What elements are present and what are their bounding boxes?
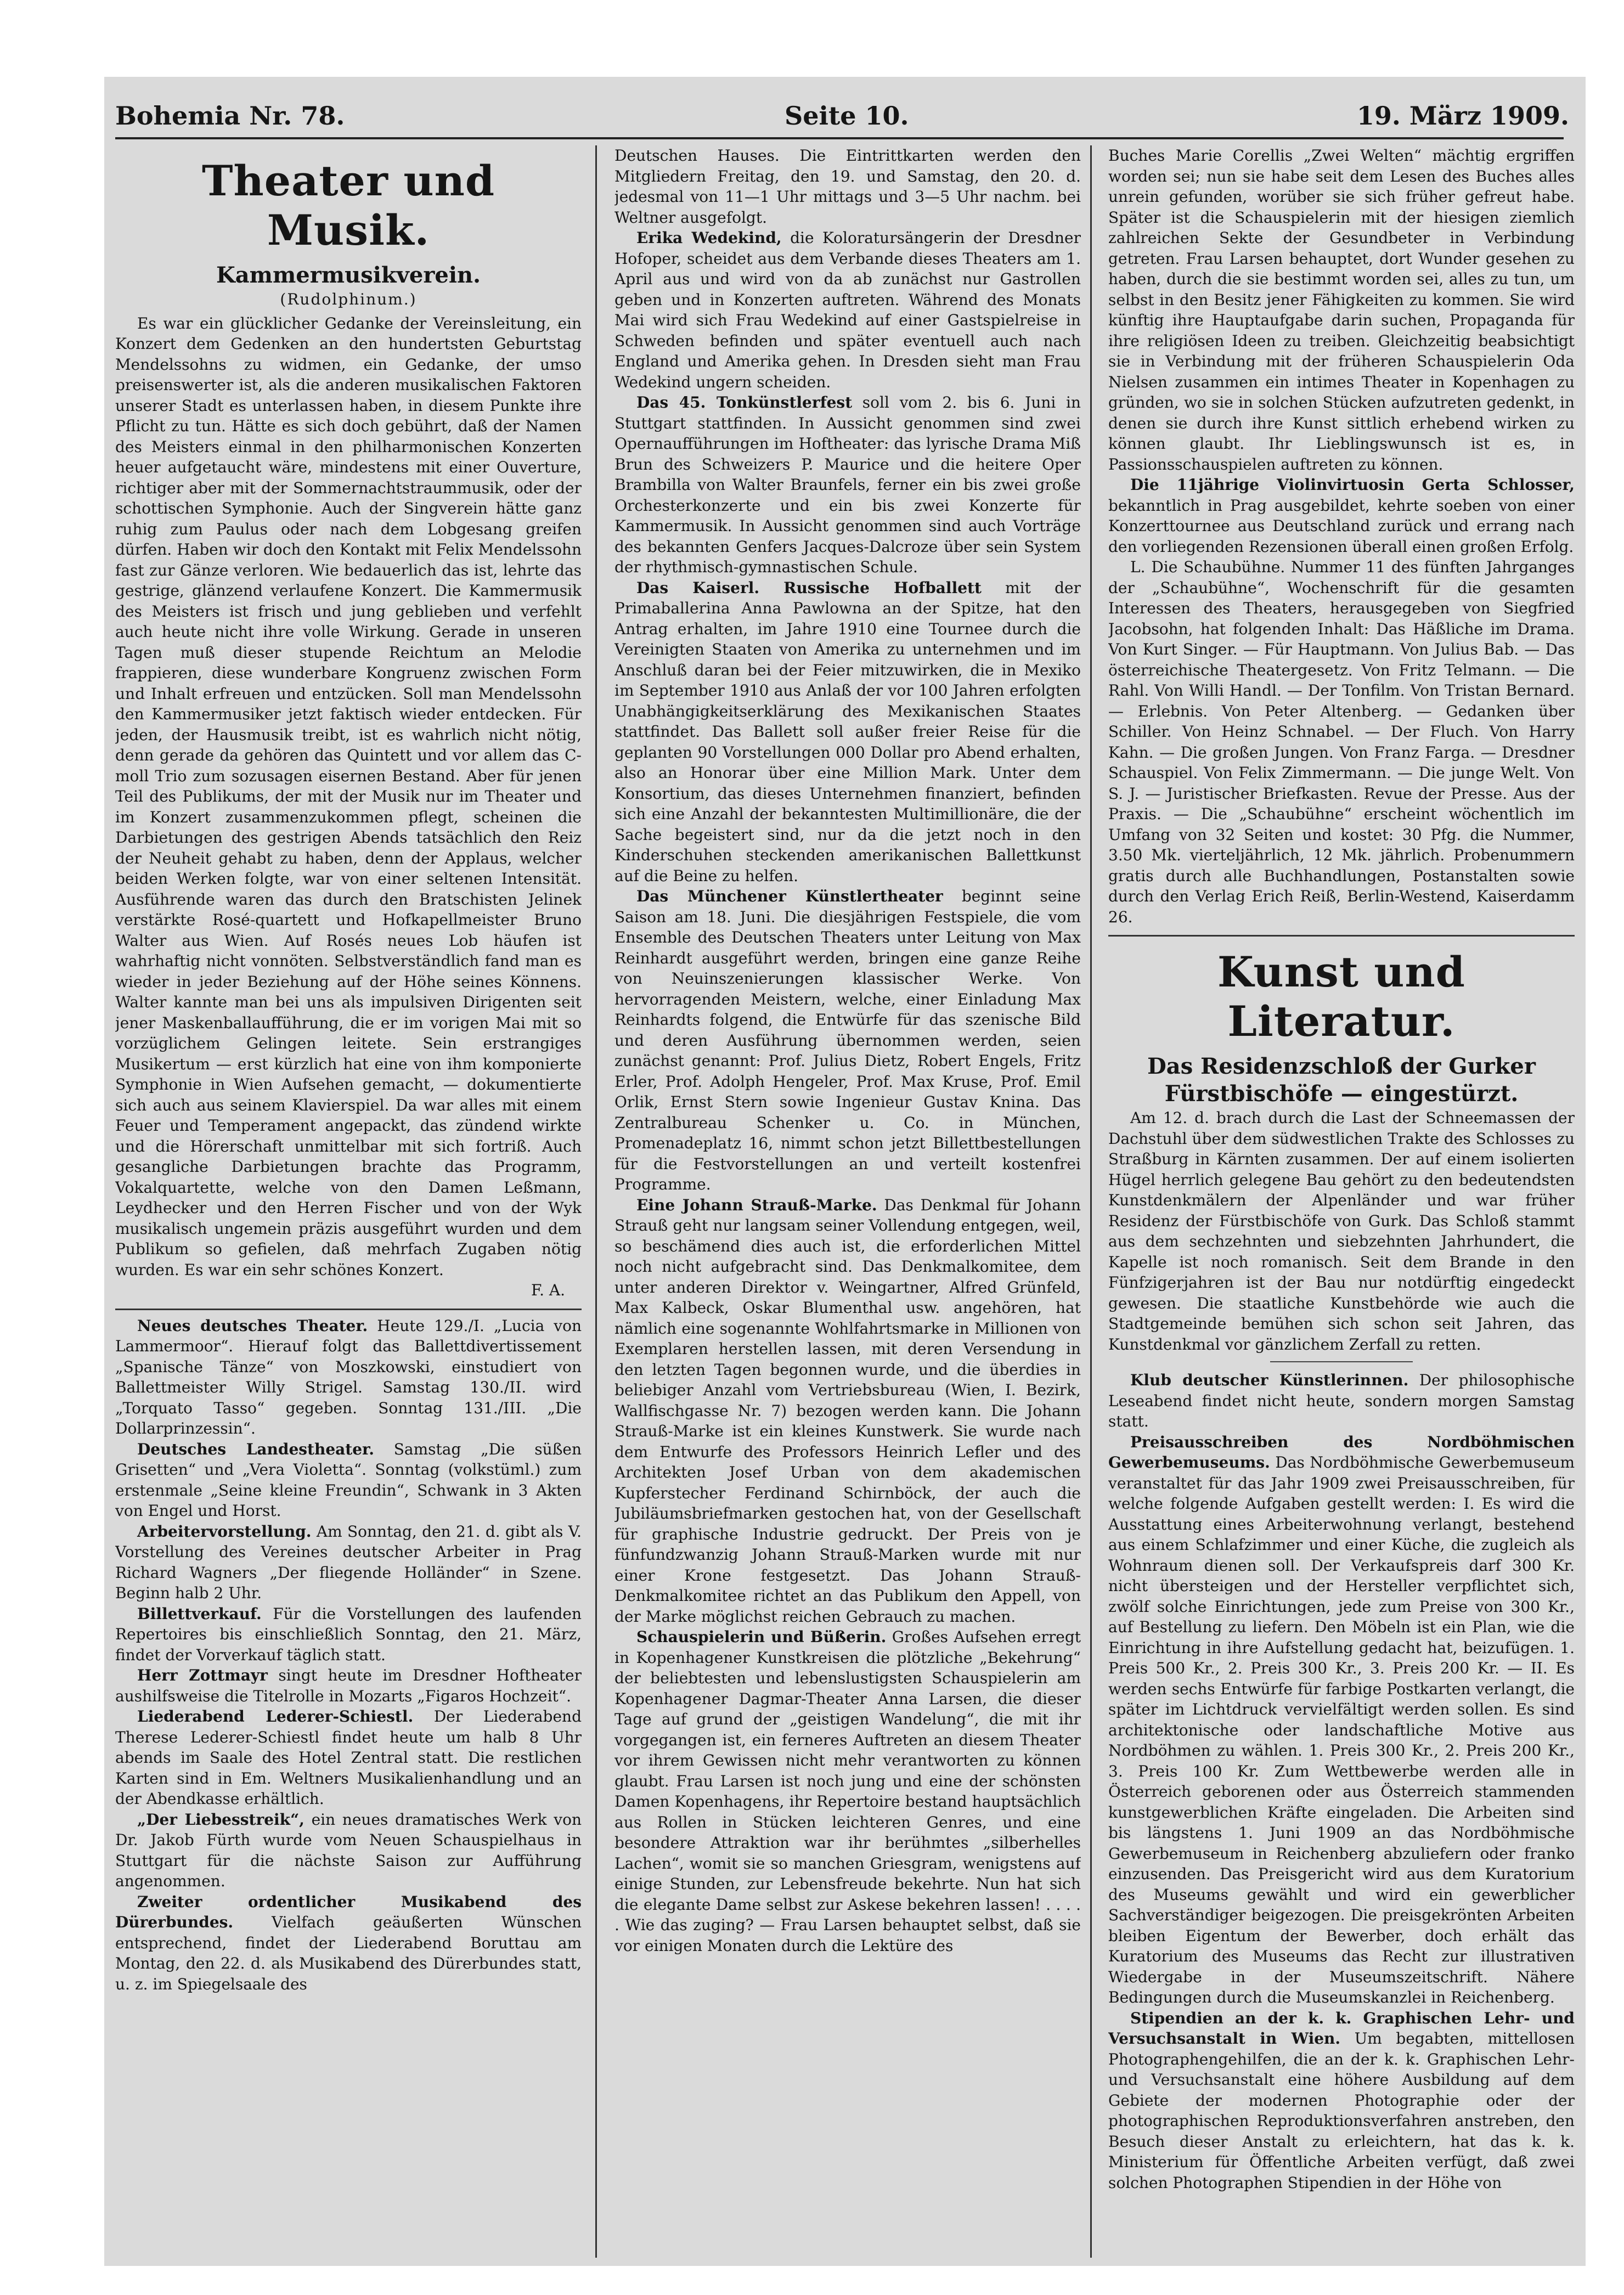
notice-text: Das Denkmal für Johann Strauß geht nur langsam seiner Vollendung entgegen, weil, so beschämend dies auch ist, die erforderlichen Mittel noch nicht aufgebracht sind. Das Denkmalkomitee, dem unter anderen Direktor v. Weingartner, Alfred Grünfeld, Max Kalbeck, Oskar Blumenthal usw. angehören, hat nämlich eine sogenannte Wohlfahrtsmarke in Millionen von Exemplaren herstellen lassen, mit deren Versendung in den letzten Tagen begonnen wurde, und die überdies in beliebiger Anzahl vom Vertriebsbureau (Wien, I. Bezirk, Wallfischgasse Nr. 7) bezogen werden kann. Die Johann Strauß-Marke ist ein kleines Kunstwerk. Sie wurde nach dem Entwurfe des Professors Heinrich Lefler und des Architekten Josef Urban von dem akademischen Kupferstecher Ferdinand Schirnböck, der auch die Jubiläumsbriefmarken gestochen hat, von der Gesellschaft für graphische Industrie gedruckt. Der Preis von je fünfundzwanzig Johann Strauß-Marken wurde mit nur einer Krone festgesetzt. Das Johann Strauß-Denkmalkomitee richtet an das Publikum den Appell, von der Marke möglichst reichen Gebrauch zu machen. bbox=[614, 1196, 1081, 1626]
notice bbox=[115, 1706, 582, 1809]
page-header bbox=[104, 77, 1586, 143]
notice bbox=[614, 392, 1081, 578]
notice-text: Um begabten, mittellosen Photographengehilfen, die an der k. k. Graphischen Lehr- und Versuchsanstalt eine höhere Ausbildung auf dem Gebiete der modernen Photographie oder der photographischen Reproduktionsverfahren anstreben, den Besuch dieser Anstalt zu erleichtern, hat das k. k. Ministerium für Öffentliche Arbeiten verfügt, daß zwei solchen Photographen Stipendien in der Höhe von bbox=[1108, 2029, 1575, 2192]
article-body: Am 12. d. brach durch die Last der Schneemassen der Dachstuhl über dem südwestlichen Trakte des Schlosses zu Straßburg in Kärnten zusammen. Der auf einem isolierten Hügel herrlich gelegene Bau gehört zu den bedeutendsten Kunstdenkmälern der Alpenländer und war früher Residenz der Fürstbischöfe von Gurk. Das Schloß stammt aus dem sechzehnten und siebzehnten Jahrhundert, die Kapelle ist noch romanisch. Seit dem Brande in den Fünfzigerjahren ist der Bau nur notdürftig eingedeckt gewesen. Die staatliche Kunstbehörde wie auch die Stadtgemeinde bemühen sich schon seit Jahren, das Kunstdenkmal vor gänzlichem Zerfall zu retten. bbox=[1108, 1109, 1575, 1354]
notice-heading: Erika Wedekind, bbox=[636, 229, 782, 247]
notice bbox=[1108, 1432, 1575, 2008]
notice-text: Am Sonntag, den 21. d. gibt als V. Vorstellung des Vereines deutscher Arbeiter in Prag Richard Wagners „Der fliegende Holländer“ in Szene. Beginn halb 2 Uhr. bbox=[115, 1522, 582, 1602]
column-3 bbox=[1108, 145, 1575, 2263]
notice-text: ein neues dramatisches Werk von Dr. Jakob Fürth wurde vom Neuen Schauspielhaus in Stuttgart für die nächste Saison zur Aufführung angenommen. bbox=[115, 1810, 582, 1890]
column-rule-1 bbox=[595, 145, 597, 2258]
notice-text: Vielfach geäußerten Wünschen entsprechend, findet der Liederabend Boruttau am Montag, den 22. d. als Musikabend des Dürerbundes statt, u. z. im Spiegelsaale des bbox=[115, 1913, 582, 1993]
notice-heading: Stipendien an der k. k. Graphischen Lehr- und Versuchsanstalt in Wien. bbox=[1108, 2009, 1575, 2048]
header-date: 19. März 1909. bbox=[1356, 101, 1569, 131]
newspaper-page bbox=[104, 77, 1586, 2266]
notice-schaubuehne: L. Die Schaubühne. Nummer 11 des fünften Jahrganges der „Schaubühne“, Wochenschrift für die gesamten Interessen des Theaters, herausgegeben von Siegfried Jacobsohn, hat folgenden Inhalt: Das Häßliche im Drama. Von Kurt Singer. — Für Hauptmann. Von Julius Bab. — Das österreichische Theatergesetz. Von Fritz Telmann. — Die Rahl. Von Willi Handl. — Der Tonfilm. Von Tristan Bernard. — Erlebnis. Von Peter Altenberg. — Gedanken über Schiller. Von Heinz Schnabel. — Der Fluch. Von Harry Kahn. — Die großen Jungen. Von Franz Farga. — Dresdner Schauspiel. Von Felix Zimmermann. — Die junge Welt. Von S. J. — Juristischer Briefkasten. Revue der Presse. Aus der Praxis. — Die „Schaubühne“ erscheint wöchentlich im Umfang von 32 Seiten und kostet: 30 Pfg. die Nummer, 3.50 Mk. vierteljährlich, 12 Mk. jährlich. Probenummern gratis durch alle Buchhandlungen, Postanstalten sowie durch den Verlag Erich Reiß, Berlin-Westend, Kaiserdamm 26. bbox=[1108, 558, 1575, 926]
notice-text: bekanntlich in Prag ausgebildet, kehrte soeben von einer Konzerttournee aus Deutschland zurück und errang nach den vorliegenden Rezensionen überall einen großen Erfolg. bbox=[1108, 496, 1575, 556]
notice-text: singt heute im Dresdner Hoftheater aushilfsweise die Titelrolle in Mozarts „Figaros Hochzeit“. bbox=[115, 1666, 582, 1705]
column-rule-2 bbox=[1090, 145, 1092, 2258]
article-title-kammermusik: Kammermusikverein. bbox=[216, 262, 481, 288]
notice-heading: Das 45. Tonkünstlerfest bbox=[636, 393, 853, 411]
notice bbox=[1108, 1370, 1575, 1432]
notice-heading: Eine Johann Strauß-Marke. bbox=[636, 1196, 877, 1214]
notice bbox=[614, 578, 1081, 887]
column-2 bbox=[614, 145, 1081, 2263]
notice-text: Das Nordböhmische Gewerbemuseum veranstaltet für das Jahr 1909 zwei Preisausschreiben, für welche folgende Aufgaben gestellt werden: I. Es wird die Ausstattung eines Arbeiterwohnung verlangt, bestehend aus einem Schlafzimmer und einer Küche, die zugleich als Wohnraum dienen soll. Der Verkaufspreis darf 300 Kr. nicht übersteigen und der Hersteller verpflichtet sich, zwölf solche Einrichtungen, jede zum Preise von 300 Kr., auf Bestellung zu liefern. Den Möbeln ist ein Plan, wie die Einrichtung in ihre Aufstellung gedacht hat, beizufügen. 1. Preis 500 Kr., 2. Preis 300 Kr., 3. Preis 200 Kr. — II. Es werden sechs Entwürfe für farbige Postkarten verlangt, die später im Lichtdruck vervielfältigt werden sollen. Es sind architektonische oder landschaftliche Motive aus Nordböhmen zu wählen. 1. Preis 300 Kr., 2. Preis 200 Kr., 3. Preis 100 Kr. Zum Wettbewerbe werden alle in Österreich geborenen oder aus Österreich stammenden kunstgewerblichen Kräfte eingeladen. Die Arbeiten sind bis längstens 1. Juni 1909 an das Nordböhmische Gewerbemuseum in Reichenberg abzuliefern oder franko einzusenden. Das Preisgericht wird aus dem Kuratorium des Museums gewählt und wird ein gewerblicher Sachverständiger beigezogen. Die preisgekrönten Arbeiten bleiben Eigentum der Bewerber, doch erhält das Kuratorium des Museums das Recht zur illustrativen Wiedergabe in der Museumszeitschrift. Nähere Bedingungen durch die Museumskanzlei in Reichenberg. bbox=[1108, 1453, 1575, 2006]
notice bbox=[115, 1809, 582, 1892]
notice-text: Der philosophische Leseabend findet nicht heute, sondern morgen Samstag statt. bbox=[1108, 1371, 1575, 1430]
section-separator bbox=[1108, 935, 1575, 937]
notice-heading: Liederabend Lederer-Schiestl. bbox=[137, 1707, 414, 1726]
section-title-theater: Theater und Musik. bbox=[201, 156, 495, 255]
notice-heading: Das Kaiserl. Russische Hofballett bbox=[636, 578, 982, 597]
notice-heading: „Der Liebesstreik“, bbox=[137, 1810, 304, 1829]
header-page-number: Seite 10. bbox=[785, 101, 909, 131]
notice bbox=[614, 228, 1081, 392]
notice bbox=[115, 1892, 582, 1995]
article-signature: F. A. bbox=[531, 1281, 565, 1299]
notice-text: beginnt seine Saison am 18. Juni. Die diesjährigen Festspiele, die vom Ensemble des Deutschen Theaters unter Leitung von Max Reinhardt ausgeführt werden, bringen eine ganze Reihe von Neuinszenierungen klassischer Werke. Von hervorragenden Meistern, welche, einer Einladung Max Reinhardts folgend, die Entwürfe für das szenische Bild und deren Ausführung übernommen werden, seien zunächst genannt: Prof. Julius Dietz, Robert Engels, Fritz Erler, Prof. Adolph Hengeler, Prof. Max Kruse, Prof. Emil Orlik, Ernst Stern sowie Ingenieur Gustav Knina. Das Zentralbureau Schenker u. Co. in München, Promenadeplatz 16, nimmt schon jetzt Billettbestellungen für die Festvorstellungen an und verteilt kostenfrei Programme. bbox=[614, 887, 1081, 1193]
column-1 bbox=[115, 145, 582, 2263]
article-separator bbox=[115, 1309, 582, 1310]
notice-text: Samstag „Die süßen Grisetten“ und „Vera Violetta“. Sonntag (volkstüml.) zum erstenmale „Seine kleine Freundin“, Schwank in 3 Akten von Engel und Horst. bbox=[115, 1440, 582, 1520]
article-subtitle-venue: (Rudolphinum.) bbox=[280, 290, 417, 308]
notice-heading: Arbeitervorstellung. bbox=[137, 1522, 312, 1541]
notice bbox=[115, 1316, 582, 1439]
notice-heading: Das Münchener Künstlertheater bbox=[636, 887, 943, 905]
notice-heading: Schauspielerin und Büßerin. bbox=[636, 1628, 887, 1646]
notice bbox=[115, 1521, 582, 1604]
article-separator bbox=[1270, 1361, 1413, 1362]
notice-heading: Herr Zottmayr bbox=[137, 1666, 268, 1684]
notice bbox=[614, 1195, 1081, 1627]
notice-heading: Deutsches Landestheater. bbox=[137, 1440, 374, 1458]
notice-text: Der Liederabend Therese Lederer-Schiestl findet heute um halb 8 Uhr abends im Saale des Hotel Zentral statt. Die restlichen Karten sind in Em. Weltners Musikalienhandlung und an der Abendkasse erhältlich. bbox=[115, 1707, 582, 1808]
notice bbox=[614, 886, 1081, 1195]
notice bbox=[115, 1665, 582, 1706]
article-continuation: Deutschen Hauses. Die Eintrittkarten werden den Mitgliedern Freitag, den 19. und Samstag, den 20. d. jedesmal von 11—1 Uhr mittags und 3—5 Uhr nachm. bei Weltner ausgefolgt. bbox=[614, 146, 1081, 227]
header-rule bbox=[115, 137, 1564, 139]
notice-heading: Die 11jährige Violinvirtuosin Gerta Schlosser, bbox=[1130, 476, 1575, 494]
notice bbox=[1108, 2008, 1575, 2193]
article-body: Es war ein glücklicher Gedanke der Vereinsleitung, ein Konzert dem Gedenken an den hundertsten Geburtstag Mendelssohns zu widmen, ein Gedanke, der umso preisenswerter ist, als die anderen musikalischen Faktoren unserer Stadt es unterlassen haben, in diesem Punkte ihre Pflicht zu tun. Hätte es sich doch gebührt, daß der Namen des Meisters einmal in den philharmonischen Konzerten heuer aufgetaucht wäre, mindestens mit einer Ouverture, richtiger aber mit der Sommernachtstraummusik, oder der schottischen Symphonie. Auch der Singverein hätte ganz ruhig zum Paulus oder nach dem Lobgesang greifen dürfen. Haben wir doch den Kontakt mit Felix Mendelssohn fast zur Gänze verloren. Wie bedauerlich das ist, lehrte das gestrige, glänzend verlaufene Konzert. Die Kammermusik des Meisters ist frisch und jung geblieben und verfehlt auch heute nicht ihre volle Wirkung. Gerade in unseren Tagen muß dieser stupende Reichtum an Melodie frappieren, diese wunderbare Kongruenz zwischen Form und Inhalt erfreuen und entzücken. Soll man Mendelssohn den Kammermusiker jetzt faktisch wieder entdecken. Für jeden, der Hausmusik treibt, ist es wahrlich nicht nötig, denn gerade da gehören das Quintett und vor allem das C-moll Trio zum sozusagen eisernen Bestand. Aber für jenen Teil des Publikums, der mit der Musik nur im Theater und im Konzert zusammenzukommen pflegt, scheinen die Darbietungen des gestrigen Abends tatsächlich den Reiz der Neuheit gehabt zu haben, denn der Applaus, welcher beiden Werken folgte, war von einer seltenen Intensität. Ausführende waren das durch den Bratschisten Jelinek verstärkte Rosé-quartett und Hofkapellmeister Bruno Walter aus Wien. Auf Rosés neues Lob häufen ist wahrhaftig nicht vonnöten. Selbstverständlich fand man es wieder in jeder Beziehung auf der Höhe seines Könnens. Walter kannte man bei uns als impulsiven Dirigenten seit jener Maskenballaufführung, die er im vorigen Mai mit so vorzüglichem Gelingen leitete. Sein erstrangiges Musikertum — erst kürzlich hat eine von ihm komponierte Symphonie in Wien Aufsehen gemacht, — dokumentierte sich auch aus seinem Klavierspiel. Da war alles mit einem Feuer und Temperament angepackt, das zündend wirkte und die Hörerschaft unmittelbar mit sich fortriß. Auch gesangliche Darbietungen brachte das Programm, Vokalquartette, welche von den Damen Leßmann, Leydhecker und den Herren Fischer und von der Wyk musikalisch ungemein präzis ausgeführt wurden und dem Publikum so gefielen, daß mehrfach Zugaben nötig wurden. Es war ein sehr schönes Konzert. bbox=[115, 314, 582, 1279]
notice bbox=[115, 1604, 582, 1666]
notice-heading: Neues deutsches Theater. bbox=[137, 1316, 368, 1335]
article-continuation: Buches Marie Corellis „Zwei Welten“ mächtig ergriffen worden sei; nun sie habe seit dem Lesen des Buches alles unrein gefunden, worüber sie sich früher gefreut habe. Später ist die Schauspielerin mit der hiesigen ziemlich zahlreichen Sekte der Gesundbeter in Verbindung getreten. Frau Larsen behauptet, dort Wunder gesehen zu haben, durch die sie bestimmt worden sei, alles zu tun, um selbst in den Besitz jener Fähigkeiten zu kommen. Sie wird künftig ihre Hauptaufgabe darin suchen, Propaganda für ihre religiösen Ideen zu treiben. Gleichzeitig beabsichtigt sie in Verbindung mit der früheren Schauspielerin Oda Nielsen zusammen ein intimes Theater in Kopenhagen zu gründen, wo sie in solchen Stücken aufzutreten gedenkt, in denen sie durch ihre Kunst sittlich erhebend wirken zu können glaubt. Ihr Lieblingswunsch ist es, in Passionsschauspielen auftreten zu können. bbox=[1108, 146, 1575, 473]
notice bbox=[1108, 475, 1575, 557]
notice-heading: Klub deutscher Künstlerinnen. bbox=[1130, 1371, 1409, 1389]
notice-heading: Billettverkauf. bbox=[137, 1604, 262, 1623]
notice-heading: Zweiter ordentlicher Musikabend des Dürerbundes. bbox=[115, 1892, 582, 1931]
notice-text: die Koloratursängerin der Dresdner Hofoper, scheidet aus dem Verbande dieses Theaters am 1. April aus und wird von da ab zunächst nur Gastrollen geben und in Konzerten auftreten. Während des Monats Mai wird sich Frau Wedekind auf einer Gastspielreise in Schweden befinden und später eventuell auch nach England und Amerika gehen. In Dresden sieht man Frau Wedekind ungern scheiden. bbox=[614, 229, 1081, 391]
notice-text: mit der Primaballerina Anna Pawlowna an der Spitze, hat den Antrag erhalten, im Jahre 1910 eine Tournee durch die Vereinigten Staaten von Amerika zu unternehmen und im Anschluß daran bei der Feier mitzuwirken, die in Mexiko im September 1910 aus Anlaß der vor 100 Jahren erfolgten Unabhängigkeitserklärung des Mexikanischen Staates stattfindet. Das Ballett soll außer freier Reise für die geplanten 90 Vorstellungen 000 Dollar pro Abend erhalten, also an Honorar über eine Million Mark. Unter dem Konsortium, das dieses Unternehmen finanziert, befinden sich eine Anzahl der bekanntesten Multimillionäre, die der Sache begeistert sind, nur da die jetzt noch in den Kinderschuhen steckenden amerikanischen Ballettkunst auf die Beine zu helfen. bbox=[614, 578, 1081, 885]
notice-text: Großes Aufsehen erregt in Kopenhagener Kunstkreisen die plötzliche „Bekehrung“ der beliebtesten und lebenslustigsten Schauspielerin am Kopenhagener Dagmar-Theater Anna Larsen, die dieser Tage auf grund der „geistigen Wandelung“, die mit ihr vorgegangen ist, ein ferneres Auftreten an diesem Theater vor ihrem Gewissen nicht mehr verantworten zu können glaubt. Frau Larsen ist noch jung und eine der schönsten Damen Kopenhagens, ihr Repertoire bestand hauptsächlich aus Rollen in Stücken leichteren Genres, und eine besondere Attraktion war ihr berühmtes „silberhelles Lachen“, womit sie so manchen Griesgram, wenigstens auf einige Stunden, zur Lebensfreude bekehrte. Nun hat sich die elegante Dame selbst zur Askese bekehren lassen! . . . . . Wie das zuging? — Frau Larsen behauptet selbst, daß sie vor einigen Monaten durch die Lektüre des bbox=[614, 1628, 1081, 1955]
header-issue: Bohemia Nr. 78. bbox=[115, 101, 345, 131]
notice bbox=[115, 1439, 582, 1521]
notice-heading: Preisausschreiben des Nordböhmischen Gewerbemuseums. bbox=[1108, 1433, 1575, 1471]
notice-text: soll vom 2. bis 6. Juni in Stuttgart stattfinden. In Aussicht genommen sind zwei Opernaufführungen im Hoftheater: das lyrische Drama Miß Brun des Schweizers P. Maurice und die heitere Oper Brambilla von Walter Braunfels, ferner ein bis zwei große Orchesterkonzerte und ein bis zwei Konzerte für Kammermusik. In Aussicht genommen sind auch Vorträge des bekannten Genfers Jacques-Dalcroze über sein System der rhythmisch-gymnastischen Schule. bbox=[614, 393, 1081, 576]
notice-text: Für die Vorstellungen des laufenden Repertoires bis einschließlich Sonntag, den 21. März, findet der Vorverkauf täglich statt. bbox=[115, 1604, 582, 1664]
notice-text: Heute 129./I. „Lucia von Lammermoor“. Hierauf folgt das Ballettdivertissement „Spanische Tänze“ von Moszkowski, einstudiert von Ballettmeister Willy Strigel. Samstag 130./II. wird „Torquato Tasso“ gegeben. Sonntag 131./III. „Die Dollarprinzessin“. bbox=[115, 1316, 582, 1437]
article-title-residenzschloss: Das Residenzschloß der Gurker Fürstbischöfe — eingestürzt. bbox=[1147, 1053, 1536, 1107]
notice bbox=[614, 1627, 1081, 1956]
section-title-kunst: Kunst und Literatur. bbox=[1217, 948, 1465, 1046]
